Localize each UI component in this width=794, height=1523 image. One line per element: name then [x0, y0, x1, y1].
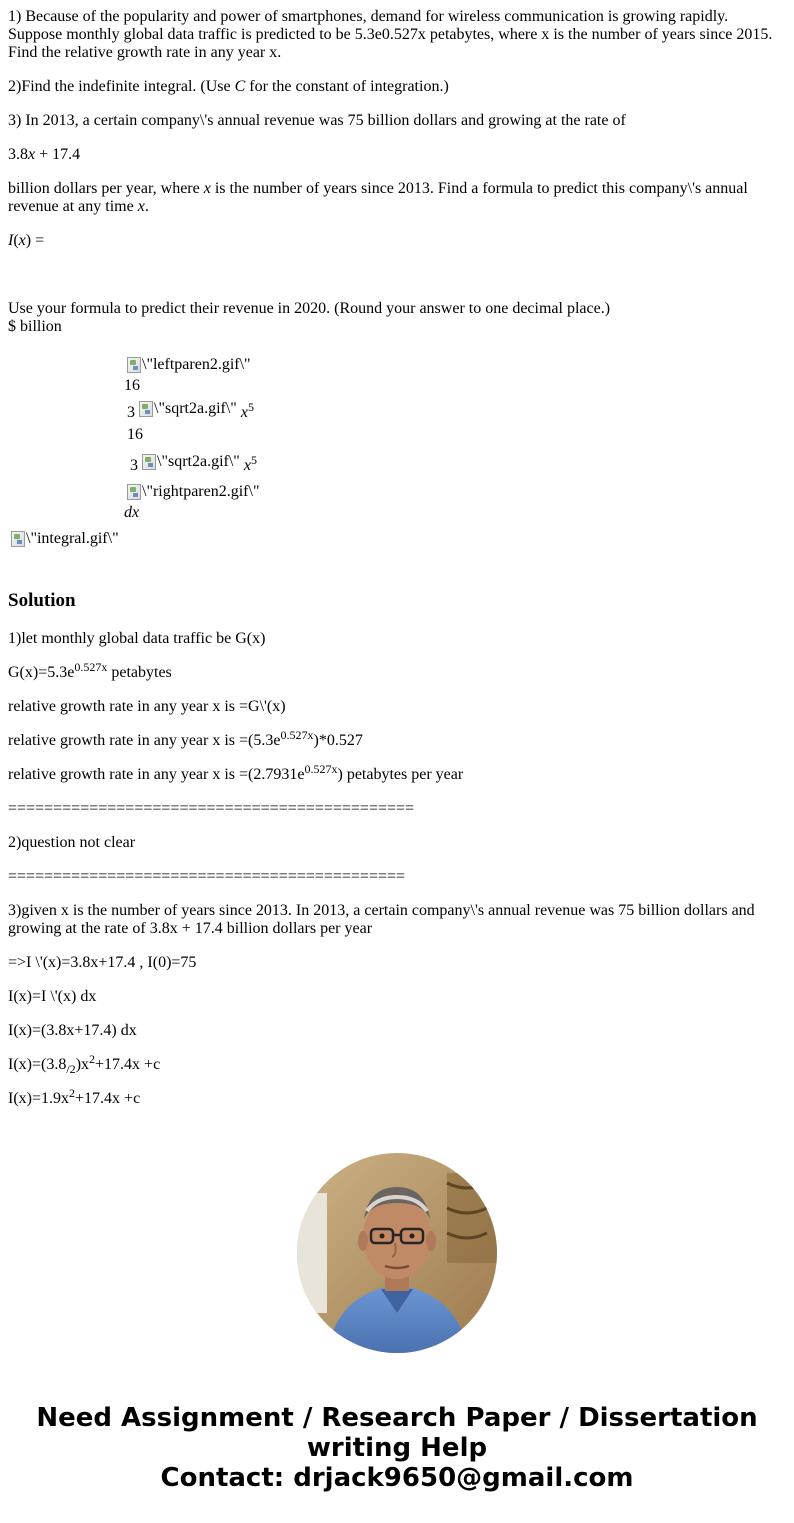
answer-blank [8, 266, 786, 300]
solution-step-8: =>I \'(x)=3.8x+17.4 , I(0)=75 [8, 954, 197, 971]
root-term-2: 3 \"sqrt2a.gif\" $x^5$ [130, 453, 257, 474]
document-body [8, 8, 786, 1124]
solution-step-7: 3)given x is the number of years since 2013. In 2013, a certain company\'s annual revenue was 75 billion dollars and growing at the rate of 3.8x + 17.4 billion dollars per year [8, 902, 755, 937]
solution-step-3: relative growth rate in any year x is =G\'(x) [8, 698, 286, 715]
solution-step-2: $G(x)=5.3e^{0.527x}$ petabytes [8, 660, 172, 681]
integral-expression [8, 352, 786, 572]
root-term-1: 3 \"sqrt2a.gif\" $x^5$ [127, 400, 254, 421]
numerator-1: 16 [124, 377, 140, 394]
solution-step-1: 1)let monthly global data traffic be G(x) [8, 630, 266, 647]
author-avatar [297, 1153, 497, 1353]
differential-dx: dx [124, 504, 140, 521]
broken-image-icon [11, 531, 25, 547]
revenue-formula-label: I(x) = [8, 232, 45, 249]
broken-image-icon [127, 484, 141, 500]
answer-billion-line: $ billion [8, 318, 62, 335]
broken-image-icon [127, 357, 141, 373]
question-predict: Use your formula to predict their revenue in 2020. (Round your answer to one decimal place.) [8, 300, 611, 317]
separator-rule-1: ============================================= [8, 800, 415, 817]
solution-step-10: I(x)=(3.8x+17.4) dx [8, 1022, 137, 1039]
separator-rule-2: ============================================ [8, 868, 406, 885]
broken-image-icon [142, 454, 156, 470]
solution-heading: Solution [8, 590, 76, 611]
contact-banner [0, 1403, 794, 1493]
solution-step-12: $I(x)=1.9x^2+17.4x +c$ [8, 1086, 141, 1107]
leftparen-image: \"leftparen2.gif\" [127, 356, 251, 378]
solution-step-4: relative growth rate in any year x is $=(5.3e^{0.527x})*0.527$ [8, 728, 363, 749]
question-3: 3) In 2013, a certain company\'s annual revenue was 75 billion dollars and growing at the rate of [8, 112, 626, 129]
question-2: 2)Find the indefinite integral. (Use C for the constant of integration.) [8, 78, 449, 95]
question-3-continued: billion dollars per year, where x is the number of years since 2013. Find a formula to predict this company\'s annual revenue at any time x. [8, 180, 748, 215]
solution-step-11: $I(x)=(3.8_{/2})x^2+17.4x +c$ [8, 1052, 161, 1076]
numerator-2: 16 [127, 426, 143, 443]
integral-image: \"integral.gif\" [11, 530, 119, 552]
growth-rate-expression: 3.8x + 17.4 [8, 146, 81, 163]
broken-image-icon [139, 401, 153, 417]
author-photo [297, 1153, 497, 1353]
solution-step-5: relative growth rate in any year x is $=(2.7931e^{0.527x})$ petabytes per year [8, 762, 464, 783]
solution-step-6: 2)question not clear [8, 834, 136, 851]
solution-step-9: I(x)=I \'(x) dx [8, 988, 97, 1005]
banner-contact-email: Contact: drjack9650@gmail.com [160, 1463, 634, 1493]
question-1: 1) Because of the popularity and power of smartphones, demand for wireless communication is growing rapidly. Suppose monthly global data traffic is predicted to be 5.3e0.527x petabytes, where x is the number of years since 2015. Find the relative growth rate in any year x. [8, 8, 773, 61]
banner-line-1: Need Assignment / Research Paper / Dissertation [36, 1403, 758, 1433]
banner-line-2: writing Help [306, 1433, 488, 1463]
rightparen-image: \"rightparen2.gif\" [127, 483, 259, 505]
